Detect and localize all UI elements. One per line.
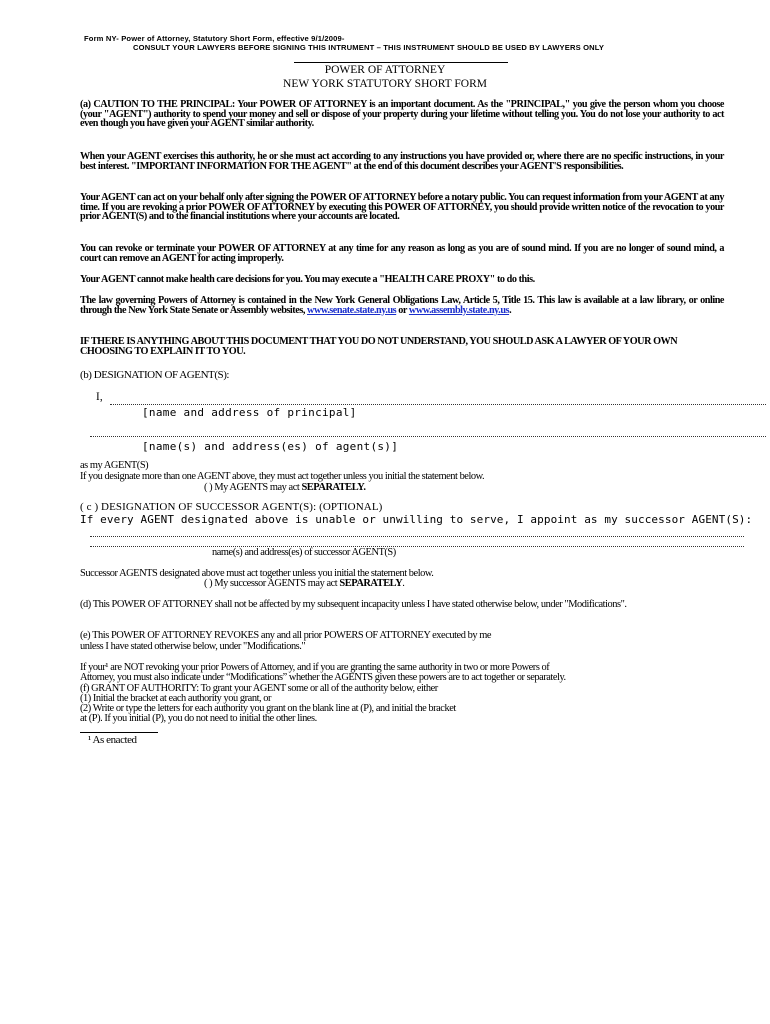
clause-f-line1: If your¹ are NOT revoking your prior Powers of Attorney, and if you are granting the same authority in two or more Powers of — [80, 662, 550, 673]
agents-caption: [name(s) and address(es) of agent(s)] — [142, 440, 399, 453]
caution-paragraph-7: IF THERE IS ANYTHING ABOUT THIS DOCUMENT THAT YOU DO NOT UNDERSTAND, YOU SHOULD ASK A LAWYER OF YOUR OWN CHOOSING TO EXPLAIN IT TO YOU. — [80, 336, 678, 357]
successor-separately-end: . — [402, 578, 405, 589]
agents-separately-bold: SEPARATELY. — [301, 482, 366, 493]
footnote-rule — [80, 732, 158, 733]
agents-separately-initial-bracket[interactable]: ( ) — [204, 482, 213, 493]
successor-separately-text: My successor AGENTS may act — [214, 578, 340, 589]
clause-f-line6: at (P). If you initial (P), you do not need to initial the other lines. — [80, 713, 317, 724]
principal-caption: [name and address of principal] — [142, 406, 357, 419]
successor-separately-bold: SEPARATELY — [339, 578, 403, 589]
clause-f-line2: Attorney, you must also indicate under “Modifications” whether the AGENTS given these powers are to act together or separately. — [80, 672, 566, 683]
clause-d: (d) This POWER OF ATTORNEY shall not be affected by my subsequent incapacity unless I have stated otherwise below, under "Modifications". — [80, 599, 627, 610]
period-text: . — [509, 304, 512, 316]
successor-separately-line — [204, 579, 404, 589]
assembly-website-link[interactable]: www.assembly.state.ny.us — [408, 304, 510, 316]
footnote: ¹ As enacted — [88, 734, 137, 746]
caution-paragraph-6 — [80, 296, 724, 315]
caution-paragraph-3: Your AGENT can act on your behalf only after signing the POWER OF ATTORNEY before a notary public. You can request information from your AGENT at any time. If you are revoking a prior POWER OF ATTORNEY by executing this POWER OF ATTORNEY, you should provide written notice of the revocation to your prior AGENT(S) and to the financial institutions where your accounts are located. — [80, 192, 724, 223]
clause-f-line5: (2) Write or type the letters for each authority you grant on the blank line at (P), and initial the bracket — [80, 703, 456, 714]
caution-paragraph-2: When your AGENT exercises this authority, he or she must act according to any instructions you have provided or, where there are no specific instructions, in your best interest. "IMPORTANT INFORMATION FOR THE AGENT" at the end of this document describes your AGENT'S responsibilities. — [80, 151, 724, 172]
agents-name-line[interactable] — [90, 436, 766, 437]
form-header-line1: Form NY- Power of Attorney, Statutory Short Form, effective 9/1/2009- — [84, 34, 345, 43]
document-title: POWER OF ATTORNEY — [324, 64, 446, 76]
clause-f-line4: (1) Initial the bracket at each authority you grant, or — [80, 693, 272, 704]
agents-separately-line — [204, 483, 366, 493]
caution-paragraph-5: Your AGENT cannot make health care decisions for you. You may execute a "HEALTH CARE PROXY" to do this. — [80, 274, 535, 285]
title-rule — [294, 62, 508, 63]
successor-line-1[interactable] — [90, 536, 744, 537]
caution-paragraph-4: You can revoke or terminate your POWER OF ATTORNEY at any time for any reason as long as you are of sound mind. If you are no longer of sound mind, a court can remove an AGENT for acting improperly. — [80, 243, 724, 264]
law-text: The law governing Powers of Attorney is contained in the New York General Obligations Law, Article 5, Title 15. This law is available at a law library, or online through the New York State Senate or Assembly websites, — [80, 295, 724, 316]
successor-line-2[interactable] — [90, 546, 744, 547]
clause-e-line1: (e) This POWER OF ATTORNEY REVOKES any and all prior POWERS OF ATTORNEY executed by me — [80, 630, 492, 641]
successor-caption: name(s) and address(es) of successor AGENT(S) — [212, 547, 396, 558]
or-text: or — [396, 304, 409, 316]
agents-separately-text: My AGENTS may act — [214, 482, 302, 493]
clause-f-line3: (f) GRANT OF AUTHORITY: To grant your AGENT some or all of the authority below, either — [80, 683, 438, 694]
senate-website-link[interactable]: www.senate.state.ny.us — [307, 304, 397, 316]
as-my-agent-text: as my AGENT(S) — [80, 460, 149, 471]
form-header-line2: CONSULT YOUR LAWYERS BEFORE SIGNING THIS INTRUMENT – THIS INSTRUMENT SHOULD BE USED BY LAWYERS ONLY — [133, 43, 605, 52]
successor-separately-initial-bracket[interactable]: ( ) — [204, 578, 213, 589]
caution-paragraph-1: (a) CAUTION TO THE PRINCIPAL: Your POWER OF ATTORNEY is an important document. As the "PRINCIPAL," you give the person whom you choose (your "AGENT") authority to spend your money and sell or dispose of your property during your lifetime without telling you. You do not lose your authority to act even though you have given your AGENT similar authority. — [80, 99, 724, 130]
separately-note: If you designate more than one AGENT above, they must act together unless you initial the statement below. — [80, 471, 485, 482]
document-subtitle: NEW YORK STATUTORY SHORT FORM — [283, 78, 487, 90]
designation-heading: (b) DESIGNATION OF AGENT(S): — [80, 369, 230, 381]
principal-name-line[interactable] — [110, 404, 766, 405]
clause-e-line2: unless I have stated otherwise below, under "Modifications." — [80, 641, 306, 652]
i-label: I, — [96, 391, 103, 403]
successor-heading: ( c ) DESIGNATION OF SUCCESSOR AGENT(S): (OPTIONAL) — [80, 501, 383, 513]
successor-intro: If every AGENT designated above is unable or unwilling to serve, I appoint as my successor AGENT(S): — [80, 513, 753, 526]
successor-together-note: Successor AGENTS designated above must act together unless you initial the statement below. — [80, 568, 434, 579]
